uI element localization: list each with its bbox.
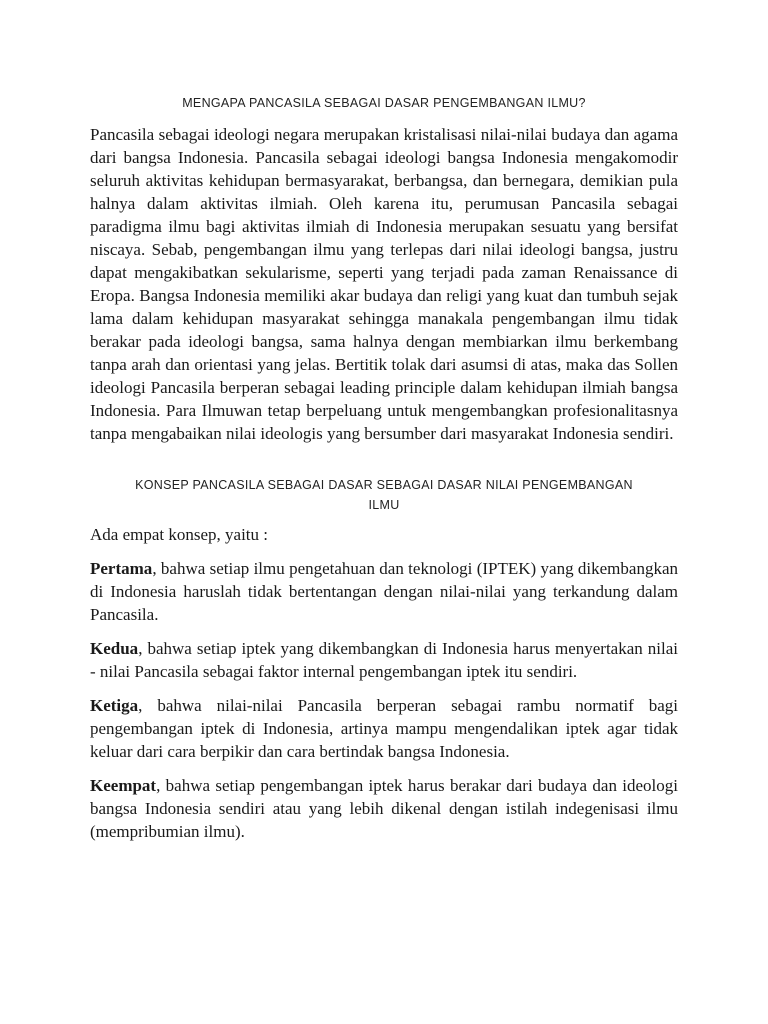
concept-text-1: , bahwa setiap ilmu pengetahuan dan teknologi (IPTEK) yang dikembangkan di Indonesia haruslah tidak bertentangan dengan nilai-nilai yang terkandung dalam Pancasila.: [90, 559, 678, 624]
concept-item-4: [90, 774, 678, 843]
section-2-heading-line-2: ILMU: [368, 498, 400, 512]
section-1-paragraph: Pancasila sebagai ideologi negara merupakan kristalisasi nilai-nilai budaya dan agama dari bangsa Indonesia. Pancasila sebagai ideologi bangsa Indonesia mengakomodir seluruh aktivitas kehidupan bermasyarakat, berbangsa, dan bernegara, demikian pula halnya dalam aktivitas ilmiah. Oleh karena itu, perumusan Pancasila sebagai paradigma ilmu bagi aktivitas ilmiah di Indonesia merupakan sesuatu yang bersifat niscaya. Sebab, pengembangan ilmu yang terlepas dari nilai ideologi bangsa, justru dapat mengakibatkan sekularisme, seperti yang terjadi pada zaman Renaissance di Eropa. Bangsa Indonesia memiliki akar budaya dan religi yang kuat dan tumbuh sejak lama dalam kehidupan masyarakat sehingga manakala pengembangan ilmu tidak berakar pada ideologi bangsa, sama halnya dengan membiarkan ilmu berkembang tanpa arah dan orientasi yang jelas. Bertitik tolak dari asumsi di atas, maka das Sollen ideologi Pancasila berperan sebagai leading principle dalam kehidupan ilmiah bangsa Indonesia. Para Ilmuwan tetap berpeluang untuk mengembangkan profesionalitasnya tanpa mengabaikan nilai ideologis yang bersumber dari masyarakat Indonesia sendiri.: [90, 125, 678, 443]
concept-term-3: Ketiga: [90, 696, 139, 715]
section-2-heading-line-1: KONSEP PANCASILA SEBAGAI DASAR SEBAGAI DASAR NILAI PENGEMBANGAN: [135, 478, 633, 492]
concept-item-3: [90, 694, 678, 763]
concept-term-4: Keempat: [90, 776, 157, 795]
document-page: [90, 0, 678, 843]
section-2-heading: [90, 475, 678, 515]
concept-item-2: [90, 637, 678, 683]
concept-term-1: Pertama: [90, 559, 153, 578]
concept-item-1: [90, 557, 678, 626]
section-1-heading: MENGAPA PANCASILA SEBAGAI DASAR PENGEMBANGAN ILMU?: [182, 96, 586, 110]
concepts-intro: Ada empat konsep, yaitu :: [90, 525, 268, 544]
concept-text-4: , bahwa setiap pengembangan iptek harus berakar dari budaya dan ideologi bangsa Indonesia sendiri atau yang lebih dikenal dengan istilah indegenisasi ilmu (mempribumian ilmu).: [90, 776, 678, 841]
concept-term-2: Kedua: [90, 639, 139, 658]
concept-text-3: , bahwa nilai-nilai Pancasila berperan sebagai rambu normatif bagi pengembangan iptek di Indonesia, artinya mampu mengendalikan iptek agar tidak keluar dari cara berpikir dan cara bertindak bangsa Indonesia.: [90, 696, 678, 761]
concept-text-2: , bahwa setiap iptek yang dikembangkan di Indonesia harus menyertakan nilai - nilai Pancasila sebagai faktor internal pengembangan iptek itu sendiri.: [90, 639, 678, 681]
